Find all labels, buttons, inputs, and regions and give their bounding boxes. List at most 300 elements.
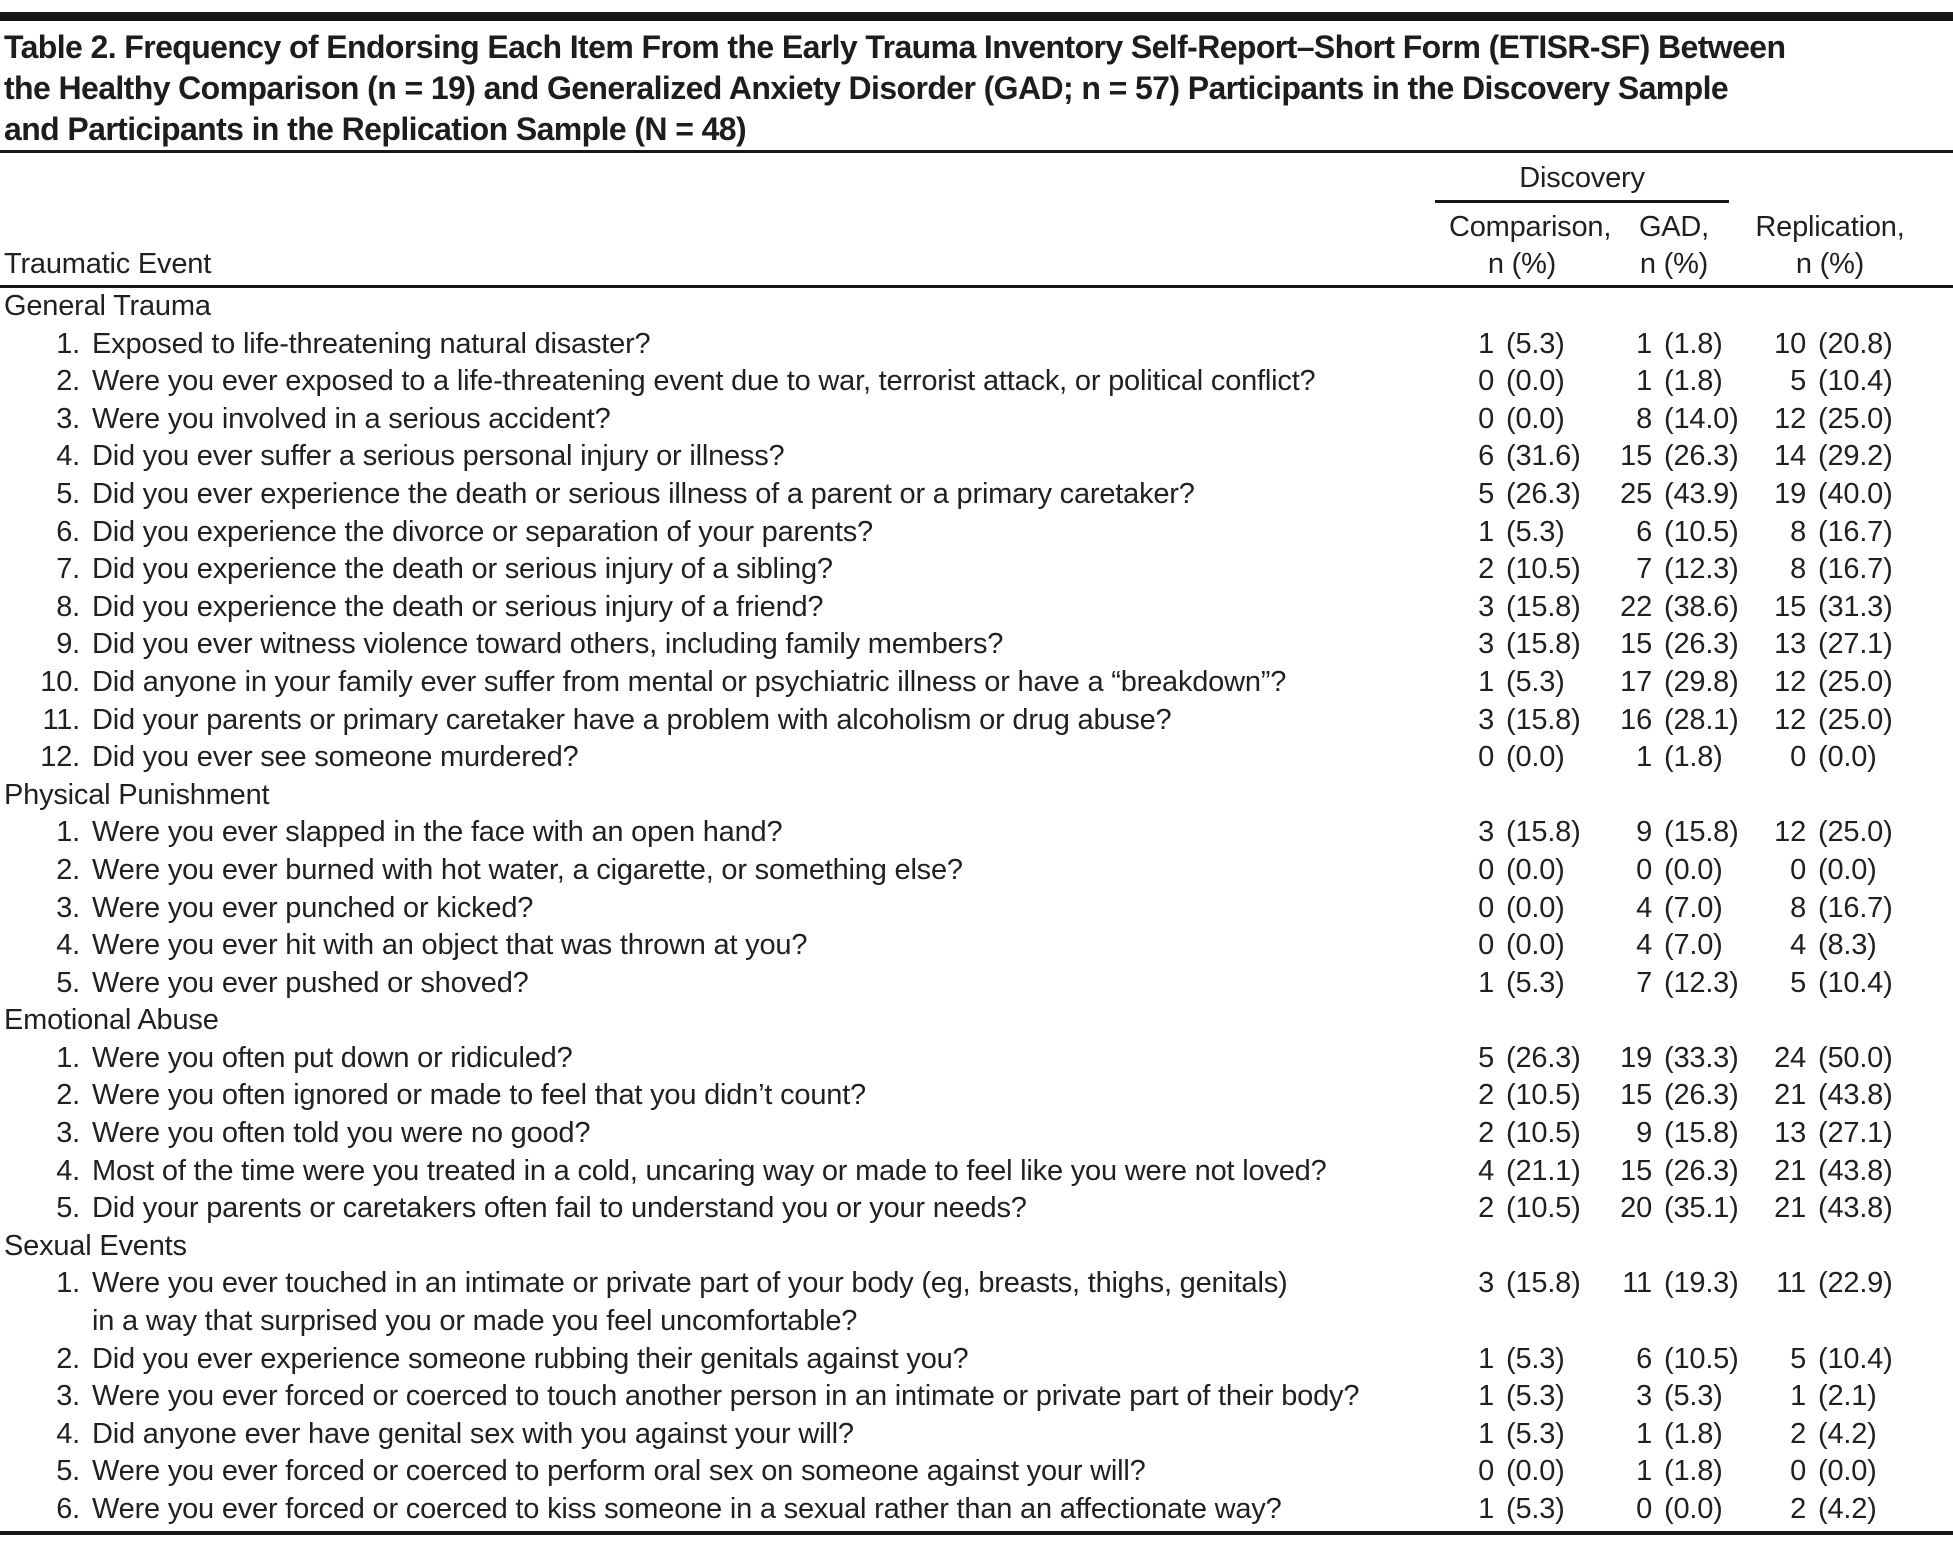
replication-value-n: 2 bbox=[1790, 1493, 1806, 1525]
comparison-value-n: 0 bbox=[1478, 853, 1494, 886]
comparison-value-pct: (26.3) bbox=[1506, 1041, 1581, 1074]
comparison-value-n: 1 bbox=[1478, 665, 1494, 698]
item-text: Did you ever experience the death or serious illness of a parent or a primary caretaker? bbox=[92, 477, 1195, 510]
item-question bbox=[4, 1265, 1449, 1303]
gad-value-n: 17 bbox=[1620, 665, 1652, 698]
comparison-value-pct: (26.3) bbox=[1506, 477, 1581, 510]
replication-value-n: 5 bbox=[1790, 966, 1806, 999]
replication-value-pct: (8.3) bbox=[1818, 929, 1877, 962]
gad-value-n: 15 bbox=[1620, 1079, 1652, 1112]
comparison-value-pct: (15.8) bbox=[1506, 703, 1581, 736]
replication-value-pct: (16.7) bbox=[1818, 891, 1893, 924]
replication-value-pct: (27.1) bbox=[1818, 1117, 1893, 1150]
section-name: Emotional Abuse bbox=[4, 1004, 219, 1037]
gad-value-pct: (10.5) bbox=[1664, 1342, 1739, 1375]
item-row bbox=[0, 1153, 1953, 1191]
item-row bbox=[0, 1040, 1953, 1078]
item-text: Did your parents or caretakers often fail to understand you or your needs? bbox=[92, 1192, 1027, 1225]
replication-value-n: 21 bbox=[1774, 1192, 1806, 1225]
item-row bbox=[0, 476, 1953, 514]
item-text: Were you ever slapped in the face with an open hand? bbox=[92, 816, 783, 849]
item-number: 2. bbox=[56, 1079, 80, 1112]
item-question bbox=[4, 589, 1449, 627]
gad-value-pct: (12.3) bbox=[1664, 553, 1739, 586]
comparison-value-pct: (0.0) bbox=[1506, 929, 1565, 962]
gad-value-n: 0 bbox=[1636, 1493, 1652, 1525]
replication-value-pct: (10.4) bbox=[1818, 966, 1893, 999]
item-question bbox=[4, 1153, 1449, 1191]
comparison-value-n: 1 bbox=[1478, 327, 1494, 360]
item-row bbox=[0, 814, 1953, 852]
replication-value-pct: (25.0) bbox=[1818, 665, 1893, 698]
item-row bbox=[0, 1115, 1953, 1153]
replication-value-pct: (29.2) bbox=[1818, 440, 1893, 473]
item-question bbox=[4, 626, 1449, 664]
gad-value-pct: (12.3) bbox=[1664, 966, 1739, 999]
item-question bbox=[4, 1341, 1449, 1379]
item-row bbox=[0, 438, 1953, 476]
replication-value-n: 12 bbox=[1774, 665, 1806, 698]
replication-value-n: 5 bbox=[1790, 365, 1806, 398]
item-text: Were you ever exposed to a life-threatening event due to war, terrorist attack, or political conflict? bbox=[92, 365, 1316, 398]
section-row bbox=[0, 1002, 1953, 1040]
comparison-value-pct: (15.8) bbox=[1506, 1267, 1581, 1300]
comparison-value-n: 5 bbox=[1478, 1041, 1494, 1074]
replication-value-pct: (16.7) bbox=[1818, 553, 1893, 586]
item-row bbox=[0, 1378, 1953, 1416]
comparison-value-pct: (31.6) bbox=[1506, 440, 1581, 473]
item-number: 5. bbox=[56, 1455, 80, 1488]
replication-value-pct: (25.0) bbox=[1818, 402, 1893, 435]
comparison-value-pct: (0.0) bbox=[1506, 891, 1565, 924]
comparison-value-pct: (15.8) bbox=[1506, 590, 1581, 623]
gad-value-pct: (1.8) bbox=[1664, 327, 1723, 360]
comparison-value-n: 2 bbox=[1478, 1117, 1494, 1150]
item-number: 3. bbox=[56, 891, 80, 924]
replication-value-n: 24 bbox=[1774, 1041, 1806, 1074]
comparison-value-n: 5 bbox=[1478, 477, 1494, 510]
gad-value-pct: (29.8) bbox=[1664, 665, 1739, 698]
comparison-value-n: 6 bbox=[1478, 440, 1494, 473]
item-number: 7. bbox=[56, 553, 80, 586]
comparison-value-n: 1 bbox=[1478, 1380, 1494, 1413]
gad-value-n: 7 bbox=[1636, 966, 1652, 999]
item-text: Were you ever forced or coerced to touch another person in an intimate or private part of their body? bbox=[92, 1380, 1360, 1413]
item-number: 1. bbox=[56, 816, 80, 849]
replication-value-pct: (0.0) bbox=[1818, 853, 1877, 886]
replication-value-n: 14 bbox=[1774, 440, 1806, 473]
gad-value-pct: (0.0) bbox=[1664, 853, 1723, 886]
item-number: 4. bbox=[56, 929, 80, 962]
gad-value-pct: (19.3) bbox=[1664, 1267, 1739, 1300]
item-text: Were you ever burned with hot water, a cigarette, or something else? bbox=[92, 853, 963, 886]
gad-value-n: 8 bbox=[1636, 402, 1652, 435]
replication-value-n: 15 bbox=[1774, 590, 1806, 623]
item-row bbox=[0, 890, 1953, 928]
item-text: Did you ever experience someone rubbing their genitals against you? bbox=[92, 1342, 969, 1375]
item-number: 4. bbox=[56, 1154, 80, 1187]
gad-value-n: 4 bbox=[1636, 891, 1652, 924]
replication-value-pct: (2.1) bbox=[1818, 1380, 1877, 1413]
section-row bbox=[0, 777, 1953, 815]
table-header bbox=[0, 150, 1953, 288]
item-number: 1. bbox=[56, 1267, 80, 1300]
item-text: Did you ever witness violence toward others, including family members? bbox=[92, 628, 1004, 661]
item-text: Did anyone in your family ever suffer from mental or psychiatric illness or have a “breakdown”? bbox=[92, 665, 1287, 698]
comparison-value-pct: (5.3) bbox=[1506, 1417, 1565, 1450]
item-number: 4. bbox=[56, 440, 80, 473]
table-title-line-1: Table 2. Frequency of Endorsing Each Item From the Early Trauma Inventory Self-Report–Short Form (ETISR-SF) Between bbox=[4, 29, 1786, 65]
item-text: Did you experience the death or serious injury of a sibling? bbox=[92, 553, 833, 586]
item-text: Were you often told you were no good? bbox=[92, 1117, 591, 1150]
comparison-value-n: 1 bbox=[1478, 515, 1494, 548]
replication-value-pct: (43.8) bbox=[1818, 1079, 1893, 1112]
comparison-value-pct: (5.3) bbox=[1506, 327, 1565, 360]
comparison-value-n: 2 bbox=[1478, 553, 1494, 586]
item-question bbox=[4, 664, 1449, 702]
comparison-value-pct: (5.3) bbox=[1506, 1493, 1565, 1525]
item-question bbox=[4, 514, 1449, 552]
item-number: 3. bbox=[56, 1117, 80, 1150]
comparison-value-n: 0 bbox=[1478, 891, 1494, 924]
item-question bbox=[4, 1040, 1449, 1078]
gad-value-n: 11 bbox=[1622, 1267, 1652, 1300]
replication-value-n: 12 bbox=[1774, 816, 1806, 849]
item-number: 5. bbox=[56, 1192, 80, 1225]
gad-value-pct: (35.1) bbox=[1664, 1192, 1739, 1225]
gad-value-pct: (43.9) bbox=[1664, 477, 1739, 510]
replication-value-pct: (27.1) bbox=[1818, 628, 1893, 661]
comparison-value-pct: (5.3) bbox=[1506, 1380, 1565, 1413]
comparison-value-pct: (0.0) bbox=[1506, 1455, 1565, 1488]
item-question bbox=[4, 702, 1449, 740]
item-question bbox=[4, 1115, 1449, 1153]
replication-value-n: 1 bbox=[1790, 1380, 1806, 1413]
column-header-comparison: Comparison, bbox=[1449, 211, 1612, 243]
replication-value-pct: (10.4) bbox=[1818, 1342, 1893, 1375]
gad-value-pct: (26.3) bbox=[1664, 1079, 1739, 1112]
item-question bbox=[4, 1378, 1449, 1416]
gad-value-pct: (1.8) bbox=[1664, 1417, 1723, 1450]
gad-value-pct: (26.3) bbox=[1664, 1154, 1739, 1187]
item-text: Did you ever suffer a serious personal injury or illness? bbox=[92, 440, 785, 473]
item-text: Were you often put down or ridiculed? bbox=[92, 1041, 573, 1074]
gad-value-pct: (7.0) bbox=[1664, 929, 1723, 962]
gad-value-n: 9 bbox=[1636, 1117, 1652, 1150]
item-question bbox=[4, 739, 1449, 777]
comparison-value-n: 3 bbox=[1478, 628, 1494, 661]
item-question bbox=[4, 1190, 1449, 1228]
gad-value-pct: (5.3) bbox=[1664, 1380, 1723, 1413]
item-text: Were you ever punched or kicked? bbox=[92, 891, 534, 924]
item-number: 8. bbox=[56, 590, 80, 623]
item-number: 3. bbox=[56, 402, 80, 435]
replication-value-n: 13 bbox=[1774, 628, 1806, 661]
replication-value-pct: (0.0) bbox=[1818, 741, 1877, 774]
item-text: Did your parents or primary caretaker have a problem with alcoholism or drug abuse? bbox=[92, 703, 1172, 736]
item-row bbox=[0, 551, 1953, 589]
replication-value-pct: (25.0) bbox=[1818, 816, 1893, 849]
replication-value-n: 21 bbox=[1774, 1154, 1806, 1187]
item-question-continuation bbox=[4, 1303, 1449, 1341]
item-row bbox=[0, 1416, 1953, 1454]
gad-value-n: 1 bbox=[1636, 741, 1652, 774]
item-question bbox=[4, 476, 1449, 514]
item-number: 2. bbox=[56, 365, 80, 398]
replication-value-n: 19 bbox=[1774, 477, 1806, 510]
gad-value-n: 9 bbox=[1636, 816, 1652, 849]
item-text: Were you ever hit with an object that was thrown at you? bbox=[92, 929, 808, 962]
item-row bbox=[0, 664, 1953, 702]
replication-value-pct: (0.0) bbox=[1818, 1455, 1877, 1488]
table-top-rule bbox=[0, 12, 1953, 21]
gad-value-n: 15 bbox=[1620, 1154, 1652, 1187]
gad-value-n: 3 bbox=[1636, 1380, 1652, 1413]
item-row bbox=[0, 852, 1953, 890]
column-header-gad: GAD, bbox=[1638, 211, 1710, 243]
item-text: Were you involved in a serious accident? bbox=[92, 402, 611, 435]
item-text-continuation: in a way that surprised you or made you feel uncomfortable? bbox=[92, 1305, 858, 1338]
replication-value-pct: (16.7) bbox=[1818, 515, 1893, 548]
column-header-traumatic-event: Traumatic Event bbox=[4, 247, 212, 280]
comparison-value-n: 1 bbox=[1478, 1493, 1494, 1525]
gad-value-pct: (26.3) bbox=[1664, 628, 1739, 661]
item-question bbox=[4, 890, 1449, 928]
comparison-value-n: 3 bbox=[1478, 703, 1494, 736]
replication-value-n: 8 bbox=[1790, 515, 1806, 548]
item-number: 3. bbox=[56, 1380, 80, 1413]
item-number: 5. bbox=[56, 477, 80, 510]
comparison-value-n: 0 bbox=[1478, 365, 1494, 398]
spanner-discovery: Discovery bbox=[1435, 162, 1729, 203]
table-bottom-rule bbox=[0, 1531, 1953, 1535]
comparison-value-n: 1 bbox=[1478, 966, 1494, 999]
comparison-value-n: 3 bbox=[1478, 816, 1494, 849]
item-continuation-row bbox=[0, 1303, 1953, 1341]
comparison-value-pct: (5.3) bbox=[1506, 966, 1565, 999]
table-body bbox=[0, 288, 1953, 1529]
subheader-comparison-n-pct: n (%) bbox=[1487, 247, 1557, 280]
item-text: Were you ever touched in an intimate or private part of your body (eg, breasts, thighs, genitals) bbox=[92, 1267, 1288, 1300]
replication-value-n: 5 bbox=[1790, 1342, 1806, 1375]
item-text: Were you ever pushed or shoved? bbox=[92, 966, 529, 999]
item-question bbox=[4, 363, 1449, 401]
item-text: Did you experience the divorce or separation of your parents? bbox=[92, 515, 873, 548]
table-title bbox=[4, 27, 1953, 150]
item-question bbox=[4, 814, 1449, 852]
replication-value-n: 8 bbox=[1790, 553, 1806, 586]
comparison-value-pct: (10.5) bbox=[1506, 553, 1581, 586]
replication-value-pct: (20.8) bbox=[1818, 327, 1893, 360]
replication-value-n: 0 bbox=[1790, 741, 1806, 774]
comparison-value-pct: (21.1) bbox=[1506, 1154, 1581, 1187]
gad-value-n: 7 bbox=[1636, 553, 1652, 586]
comparison-value-n: 3 bbox=[1478, 590, 1494, 623]
section-row bbox=[0, 1228, 1953, 1266]
replication-value-n: 21 bbox=[1774, 1079, 1806, 1112]
subheader-replication-n-pct: n (%) bbox=[1795, 247, 1865, 280]
gad-value-n: 6 bbox=[1636, 515, 1652, 548]
gad-value-n: 1 bbox=[1636, 365, 1652, 398]
gad-value-n: 6 bbox=[1636, 1342, 1652, 1375]
gad-value-n: 15 bbox=[1620, 628, 1652, 661]
gad-value-pct: (15.8) bbox=[1664, 816, 1739, 849]
item-row bbox=[0, 1491, 1953, 1529]
item-text: Did you experience the death or serious injury of a friend? bbox=[92, 590, 824, 623]
item-row bbox=[0, 363, 1953, 401]
comparison-value-pct: (5.3) bbox=[1506, 1342, 1565, 1375]
comparison-value-pct: (10.5) bbox=[1506, 1079, 1581, 1112]
item-number: 2. bbox=[56, 1342, 80, 1375]
item-question bbox=[4, 927, 1449, 965]
table-title-line-2: the Healthy Comparison (n = 19) and Generalized Anxiety Disorder (GAD; n = 57) Participants in the Discovery Sample bbox=[4, 70, 1729, 106]
item-number: 1. bbox=[56, 327, 80, 360]
replication-value-n: 11 bbox=[1776, 1267, 1806, 1300]
item-row bbox=[0, 1077, 1953, 1115]
item-number: 4. bbox=[56, 1417, 80, 1450]
gad-value-n: 16 bbox=[1620, 703, 1652, 736]
item-row bbox=[0, 401, 1953, 439]
gad-value-n: 4 bbox=[1636, 929, 1652, 962]
item-text: Did anyone ever have genital sex with you against your will? bbox=[92, 1417, 854, 1450]
item-row bbox=[0, 1265, 1953, 1303]
comparison-value-n: 2 bbox=[1478, 1079, 1494, 1112]
replication-value-n: 10 bbox=[1774, 327, 1806, 360]
item-number: 5. bbox=[56, 966, 80, 999]
item-text: Exposed to life-threatening natural disaster? bbox=[92, 327, 651, 360]
replication-value-n: 13 bbox=[1774, 1117, 1806, 1150]
item-text: Were you ever forced or coerced to perform oral sex on someone against your will? bbox=[92, 1455, 1146, 1488]
item-text: Were you ever forced or coerced to kiss someone in a sexual rather than an affectionate way? bbox=[92, 1493, 1282, 1525]
gad-value-pct: (1.8) bbox=[1664, 1455, 1723, 1488]
replication-value-pct: (4.2) bbox=[1818, 1493, 1877, 1525]
section-row bbox=[0, 288, 1953, 326]
replication-value-pct: (31.3) bbox=[1818, 590, 1893, 623]
item-question bbox=[4, 852, 1449, 890]
item-row bbox=[0, 326, 1953, 364]
item-row bbox=[0, 626, 1953, 664]
item-question bbox=[4, 438, 1449, 476]
comparison-value-n: 2 bbox=[1478, 1192, 1494, 1225]
gad-value-n: 22 bbox=[1620, 590, 1652, 623]
replication-value-pct: (25.0) bbox=[1818, 703, 1893, 736]
replication-value-n: 8 bbox=[1790, 891, 1806, 924]
replication-value-n: 0 bbox=[1790, 853, 1806, 886]
comparison-value-pct: (15.8) bbox=[1506, 628, 1581, 661]
gad-value-n: 1 bbox=[1636, 1455, 1652, 1488]
subheader-gad-n-pct: n (%) bbox=[1639, 247, 1709, 280]
gad-value-pct: (1.8) bbox=[1664, 741, 1723, 774]
gad-value-pct: (15.8) bbox=[1664, 1117, 1739, 1150]
comparison-value-n: 3 bbox=[1478, 1267, 1494, 1300]
item-row bbox=[0, 965, 1953, 1003]
gad-value-pct: (28.1) bbox=[1664, 703, 1739, 736]
item-question bbox=[4, 326, 1449, 364]
item-number: 6. bbox=[56, 515, 80, 548]
item-row bbox=[0, 739, 1953, 777]
gad-value-pct: (10.5) bbox=[1664, 515, 1739, 548]
replication-value-pct: (22.9) bbox=[1818, 1267, 1893, 1300]
item-row bbox=[0, 589, 1953, 627]
comparison-value-pct: (5.3) bbox=[1506, 515, 1565, 548]
item-text: Did you ever see someone murdered? bbox=[92, 741, 579, 774]
gad-value-pct: (7.0) bbox=[1664, 891, 1723, 924]
comparison-value-n: 1 bbox=[1478, 1342, 1494, 1375]
gad-value-n: 1 bbox=[1636, 327, 1652, 360]
gad-value-n: 19 bbox=[1620, 1041, 1652, 1074]
gad-value-n: 0 bbox=[1636, 853, 1652, 886]
replication-value-pct: (4.2) bbox=[1818, 1417, 1877, 1450]
replication-value-n: 12 bbox=[1774, 703, 1806, 736]
item-number: 1. bbox=[56, 1041, 80, 1074]
item-row bbox=[0, 514, 1953, 552]
item-text: Were you often ignored or made to feel that you didn’t count? bbox=[92, 1079, 866, 1112]
item-row bbox=[0, 927, 1953, 965]
gad-value-pct: (38.6) bbox=[1664, 590, 1739, 623]
comparison-value-pct: (0.0) bbox=[1506, 365, 1565, 398]
item-number: 9. bbox=[56, 628, 80, 661]
table-title-line-3: and Participants in the Replication Sample (N = 48) bbox=[4, 111, 747, 147]
replication-value-pct: (10.4) bbox=[1818, 365, 1893, 398]
replication-value-n: 4 bbox=[1790, 929, 1806, 962]
item-question bbox=[4, 1453, 1449, 1491]
gad-value-pct: (1.8) bbox=[1664, 365, 1723, 398]
item-number: 10. bbox=[40, 665, 80, 698]
item-number: 12. bbox=[40, 741, 80, 774]
comparison-value-pct: (15.8) bbox=[1506, 816, 1581, 849]
item-number: 6. bbox=[56, 1493, 80, 1525]
gad-value-pct: (14.0) bbox=[1664, 402, 1739, 435]
gad-value-pct: (26.3) bbox=[1664, 440, 1739, 473]
item-question bbox=[4, 551, 1449, 589]
comparison-value-n: 0 bbox=[1478, 929, 1494, 962]
item-number: 2. bbox=[56, 853, 80, 886]
item-question bbox=[4, 401, 1449, 439]
item-question bbox=[4, 1077, 1449, 1115]
gad-value-n: 15 bbox=[1620, 440, 1652, 473]
comparison-value-pct: (0.0) bbox=[1506, 741, 1565, 774]
section-name: General Trauma bbox=[4, 290, 211, 322]
item-question bbox=[4, 1491, 1449, 1529]
replication-value-pct: (40.0) bbox=[1818, 477, 1893, 510]
comparison-value-pct: (10.5) bbox=[1506, 1192, 1581, 1225]
comparison-value-pct: (5.3) bbox=[1506, 665, 1565, 698]
comparison-value-n: 1 bbox=[1478, 1417, 1494, 1450]
comparison-value-n: 0 bbox=[1478, 741, 1494, 774]
item-row bbox=[0, 1190, 1953, 1228]
section-name: Sexual Events bbox=[4, 1229, 187, 1262]
replication-value-pct: (50.0) bbox=[1818, 1041, 1893, 1074]
item-question bbox=[4, 1416, 1449, 1454]
gad-value-n: 25 bbox=[1620, 477, 1652, 510]
item-row bbox=[0, 1453, 1953, 1491]
gad-value-n: 20 bbox=[1620, 1192, 1652, 1225]
item-question bbox=[4, 965, 1449, 1003]
comparison-value-pct: (0.0) bbox=[1506, 853, 1565, 886]
replication-value-pct: (43.8) bbox=[1818, 1154, 1893, 1187]
item-number: 11. bbox=[42, 703, 80, 736]
comparison-value-pct: (10.5) bbox=[1506, 1117, 1581, 1150]
gad-value-pct: (33.3) bbox=[1664, 1041, 1739, 1074]
replication-value-n: 0 bbox=[1790, 1455, 1806, 1488]
section-name: Physical Punishment bbox=[4, 778, 270, 811]
comparison-value-n: 0 bbox=[1478, 1455, 1494, 1488]
replication-value-pct: (43.8) bbox=[1818, 1192, 1893, 1225]
item-row bbox=[0, 1341, 1953, 1379]
comparison-value-n: 4 bbox=[1478, 1154, 1494, 1187]
item-row bbox=[0, 702, 1953, 740]
replication-value-n: 12 bbox=[1774, 402, 1806, 435]
